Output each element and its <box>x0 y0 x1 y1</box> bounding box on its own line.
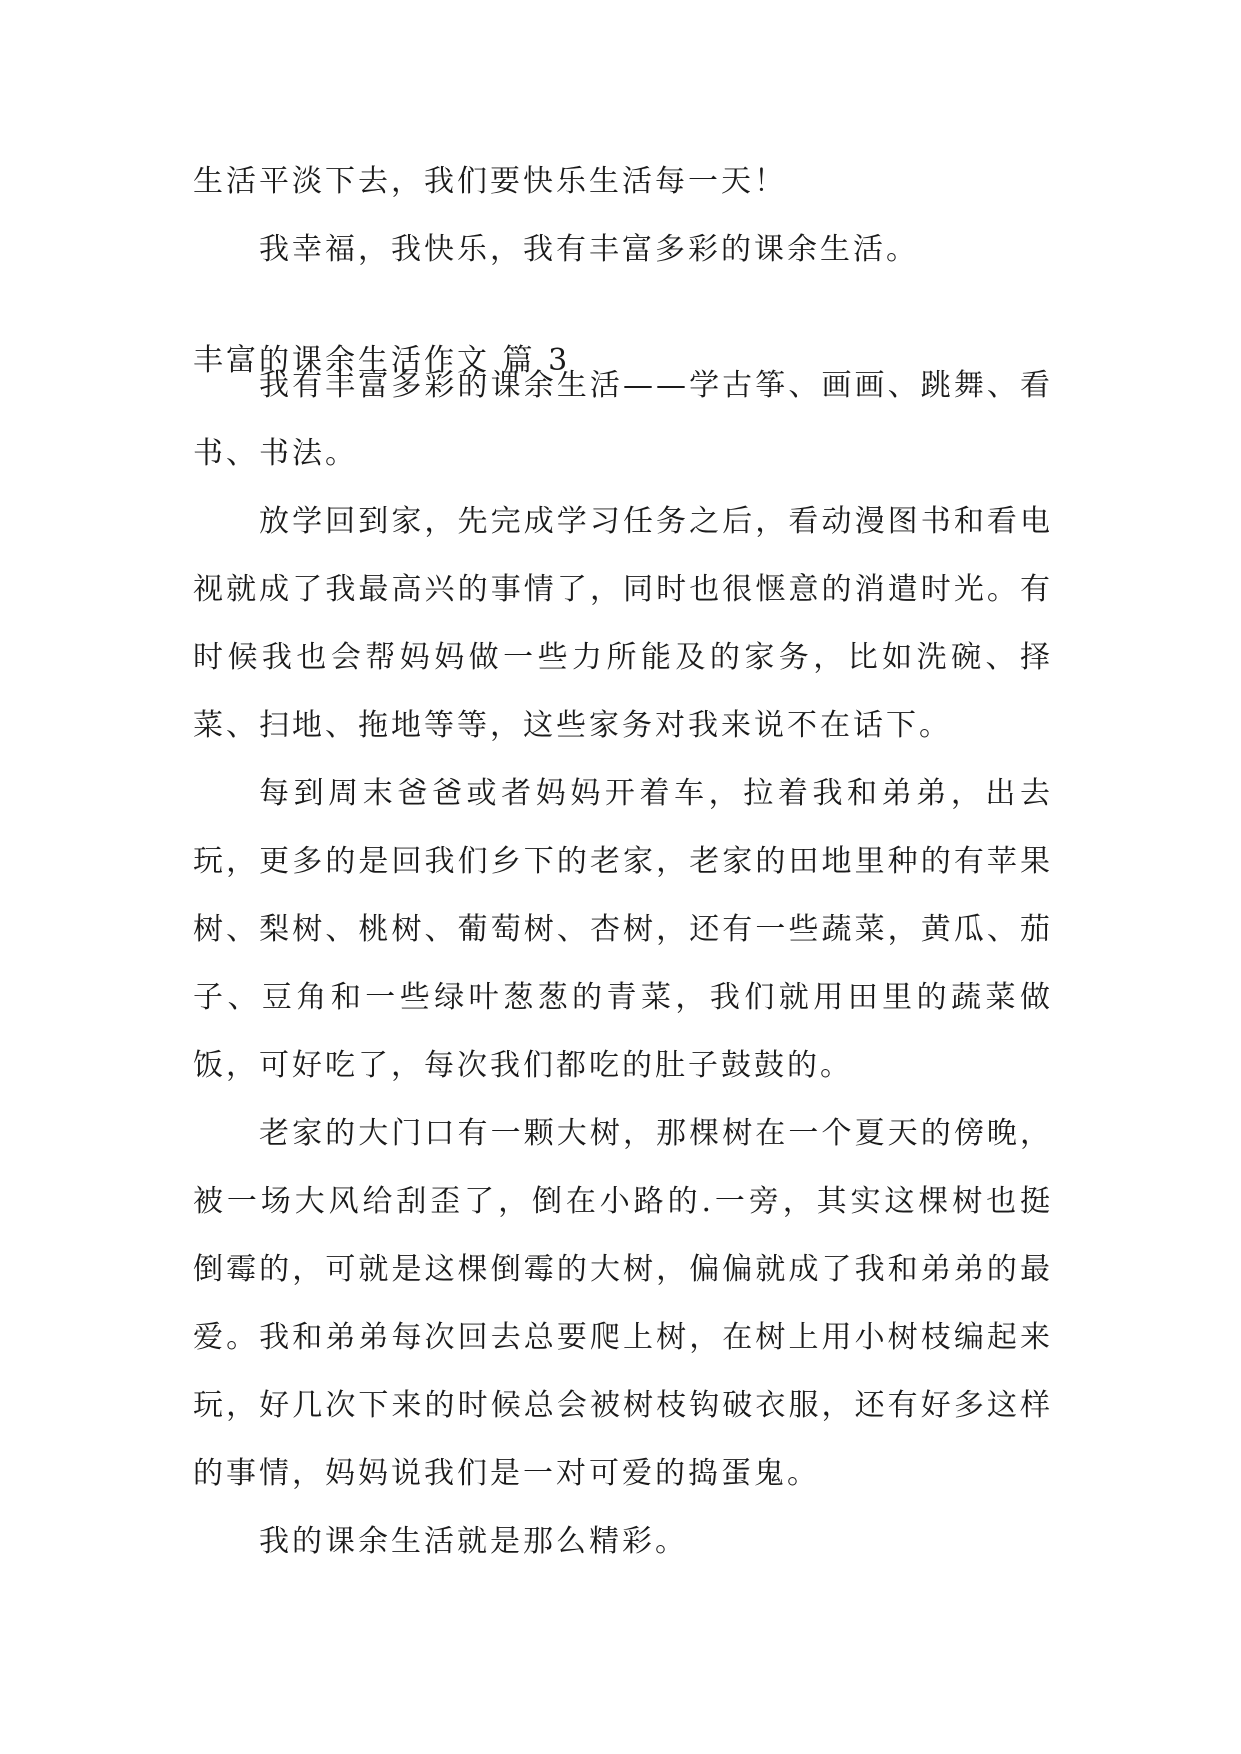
closing-paragraph: 我幸福，我快乐，我有丰富多彩的课余生活。 <box>259 232 919 267</box>
continuation-paragraph: 生活平淡下去，我们要快乐生活每一天！ <box>193 164 787 199</box>
body-paragraph-3: 每到周末爸爸或者妈妈开着车，拉着我和弟弟，出去玩，更多的是回我们乡下的老家，老家的田地里种的有苹果树、梨树、桃树、葡萄树、杏树，还有一些蔬菜，黄瓜、茄子、豆角和一些绿叶葱葱的青菜，我们就用田里的蔬菜做饭，可好吃了，每次我们都吃的肚子鼓鼓的。 <box>193 776 1053 1083</box>
body-paragraph-2: 放学回到家，先完成学习任务之后，看动漫图书和看电视就成了我最高兴的事情了，同时也很惬意的消遣时光。有时候我也会帮妈妈做一些力所能及的家务，比如洗碗、择菜、扫地、拖地等等，这些家务对我来说不在话下。 <box>193 504 1053 743</box>
body-paragraph-1: 我有丰富多彩的课余生活——学古筝、画画、跳舞、看书、书法。 <box>193 368 1053 471</box>
section-1-text <box>193 148 1053 284</box>
section-2-text <box>193 352 1053 1576</box>
body-paragraph-4: 老家的大门口有一颗大树，那棵树在一个夏天的傍晚，被一场大风给刮歪了，倒在小路的.一旁，其实这棵树也挺倒霉的，可就是这棵倒霉的大树，偏偏就成了我和弟弟的最爱。我和弟弟每次回去总要爬上树，在树上用小树枝编起来玩，好几次下来的时候总会被树枝钩破衣服，还有好多这样的事情，妈妈说我们是一对可爱的捣蛋鬼。 <box>193 1116 1053 1491</box>
section-heading: 丰富的课余生活作文 篇 3 <box>193 343 571 378</box>
body-paragraph-5: 我的课余生活就是那么精彩。 <box>259 1524 688 1559</box>
